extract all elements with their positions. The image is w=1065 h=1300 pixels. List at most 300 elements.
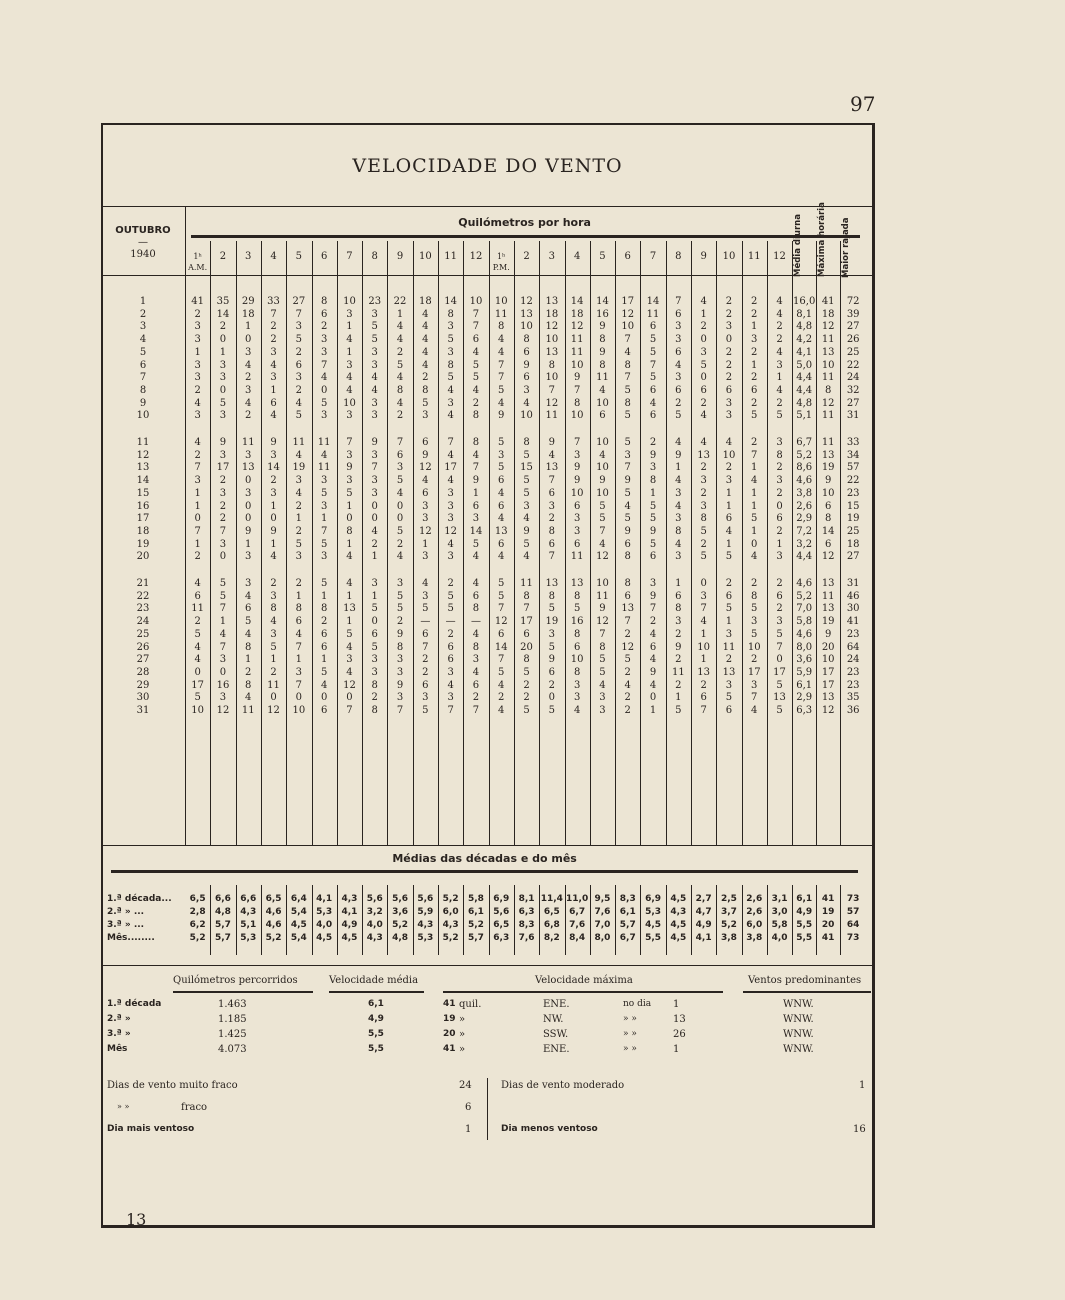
table-cell: 3 — [725, 321, 733, 333]
table-cell: 8,6 — [796, 462, 813, 474]
table-cell: 20 — [520, 641, 533, 653]
table-cell: 2,9 — [796, 513, 813, 525]
table-cell: 14 — [216, 308, 230, 320]
table-cell: 4 — [194, 654, 201, 666]
means-cell: 5,5 — [796, 933, 813, 943]
means-cell: 5,9 — [417, 907, 434, 917]
table-cell: 3 — [422, 590, 429, 602]
table-cell: 7 — [649, 603, 657, 615]
means-cell: 6,0 — [442, 907, 459, 917]
table-cell: 12 — [821, 321, 835, 333]
table-cell: 16 — [216, 679, 230, 691]
table-cell: 3 — [270, 590, 277, 602]
table-cell: 1 — [725, 500, 733, 512]
table-cell: 72 — [846, 296, 860, 307]
table-cell: 2 — [751, 654, 758, 666]
table-cell: 6 — [396, 449, 404, 461]
table-cell: 5 — [700, 551, 707, 563]
table-cell: 24 — [846, 372, 860, 384]
table-cell: 1 — [751, 359, 758, 371]
summary-km: 4.073 — [218, 1044, 247, 1055]
table-cell: 6 — [422, 487, 429, 499]
table-cell: — — [445, 616, 456, 628]
table-cell: 3 — [219, 372, 227, 384]
table-cell: 5 — [548, 603, 556, 615]
table-cell: 3 — [245, 487, 252, 499]
table-cell: 3 — [675, 487, 682, 499]
hour-header: 8 — [675, 251, 682, 262]
means-cell: 41 — [821, 894, 835, 904]
table-cell: 3 — [725, 397, 733, 409]
table-cell: 9 — [599, 346, 606, 358]
table-cell: 7 — [219, 525, 227, 537]
table-cell: 1 — [295, 654, 303, 666]
table-cell: 8 — [371, 679, 378, 691]
table-cell: 4 — [700, 616, 707, 628]
table-cell: 12 — [418, 525, 432, 537]
table-cell: 4 — [422, 334, 429, 346]
table-cell: 7,0 — [796, 603, 813, 615]
table-cell: 5 — [776, 410, 783, 422]
table-cell: 5 — [422, 705, 429, 716]
table-cell: 6 — [573, 500, 581, 512]
table-cell: 8 — [245, 679, 252, 691]
table-cell: 5 — [624, 654, 631, 666]
table-cell: 6 — [573, 641, 581, 653]
table-cell: 4,4 — [796, 372, 813, 384]
table-cell: 4,1 — [796, 346, 813, 358]
table-cell: 41 — [846, 616, 860, 628]
table-cell: 17 — [773, 666, 786, 678]
table-cell: 5 — [599, 654, 606, 666]
table-cell: 6 — [422, 679, 429, 691]
table-cell: 2 — [624, 666, 631, 678]
table-cell: 2 — [320, 616, 328, 628]
means-cell: 57 — [846, 907, 860, 917]
means-cell: 2,7 — [695, 894, 712, 904]
table-cell: 11 — [821, 410, 835, 422]
table-cell: 35 — [216, 296, 230, 307]
summary-dia: » » — [623, 1044, 637, 1054]
table-cell: 4 — [219, 628, 227, 640]
table-cell: 2 — [776, 487, 783, 499]
signature-mark: 13 — [126, 1210, 147, 1229]
table-cell: 9 — [599, 603, 606, 615]
table-cell: 7 — [472, 308, 480, 320]
table-cell: 2,6 — [796, 500, 813, 512]
table-cell: 2 — [700, 462, 707, 474]
table-cell: 5 — [295, 538, 303, 550]
table-cell: 3 — [219, 410, 227, 422]
table-cell: 7 — [624, 334, 631, 346]
table-cell: 5 — [371, 334, 378, 346]
table-cell: 41 — [821, 296, 835, 307]
table-cell: 2 — [700, 538, 707, 550]
table-cell: 4 — [498, 551, 505, 563]
table-cell: 9 — [498, 410, 505, 422]
table-cell: 3 — [270, 449, 277, 461]
table-cell: 17 — [216, 462, 230, 474]
means-cell: 6,1 — [796, 894, 813, 904]
table-cell: 7 — [371, 462, 378, 474]
foot-menos-value: 16 — [853, 1124, 866, 1135]
table-cell: 5 — [624, 487, 631, 499]
means-cell: 6,4 — [290, 894, 307, 904]
table-cell: 2 — [675, 679, 682, 691]
table-cell: 7 — [422, 641, 429, 653]
means-cell: 7,6 — [518, 933, 535, 943]
means-cell: 4,6 — [265, 920, 282, 930]
day-number: 20 — [136, 551, 150, 563]
means-title: Médias das décadas e do mês — [392, 852, 577, 865]
table-cell: 6 — [548, 487, 556, 499]
page-number: 97 — [850, 92, 876, 116]
table-cell: 4 — [573, 705, 581, 716]
table-cell: 2 — [447, 628, 454, 640]
table-cell: 3 — [245, 578, 252, 589]
table-cell: 4 — [270, 551, 277, 563]
table-cell: 8 — [472, 437, 480, 448]
table-cell: 3 — [422, 500, 429, 512]
table-cell: 5 — [649, 334, 657, 346]
means-cell: 6,1 — [619, 907, 636, 917]
table-cell: 17 — [444, 462, 458, 474]
table-cell: 13 — [821, 692, 835, 704]
table-cell: 9 — [346, 462, 353, 474]
table-cell: 2 — [548, 513, 556, 525]
means-cell: 8,4 — [569, 933, 586, 943]
table-cell: 1 — [700, 654, 707, 666]
means-cell: 4,5 — [670, 894, 687, 904]
table-cell: 8,1 — [796, 308, 813, 320]
table-cell: 5 — [396, 475, 404, 487]
means-cell: 4,7 — [695, 907, 712, 917]
table-cell: 3 — [295, 666, 303, 678]
table-cell: 2 — [371, 538, 378, 550]
means-cell: 41 — [821, 933, 835, 943]
table-cell: 23 — [846, 679, 860, 691]
table-cell: 8 — [599, 334, 606, 346]
table-cell: 2 — [776, 321, 783, 333]
day-number: 3 — [139, 321, 147, 333]
means-cell: 4,8 — [392, 933, 409, 943]
table-cell: 11 — [570, 346, 584, 358]
table-cell: 3 — [396, 462, 404, 474]
table-cell: 2 — [725, 308, 733, 320]
means-cell: 9,5 — [594, 894, 611, 904]
table-cell: 5 — [346, 487, 353, 499]
table-cell: 6,1 — [796, 679, 813, 691]
table-cell: 3 — [346, 308, 353, 320]
table-cell: 3 — [396, 666, 404, 678]
table-cell: 6 — [649, 551, 657, 563]
table-cell: 9 — [624, 525, 631, 537]
table-cell: 8 — [472, 603, 480, 615]
table-cell: 2 — [649, 437, 657, 448]
table-cell: 4,6 — [796, 628, 813, 640]
table-cell: 2 — [700, 397, 707, 409]
table-cell: 13 — [520, 308, 533, 320]
hour-header: 12 — [469, 251, 483, 262]
table-cell: 3 — [194, 372, 201, 384]
means-cell: 4,5 — [670, 920, 687, 930]
means-cell: 8,0 — [594, 933, 611, 943]
hour-header: 3 — [548, 251, 556, 262]
means-cell: 6,5 — [493, 920, 510, 930]
table-cell: 23 — [368, 296, 382, 307]
table-cell: 1 — [649, 705, 657, 716]
table-cell: 6 — [776, 590, 783, 602]
table-cell: 3 — [725, 410, 733, 422]
table-cell: 4 — [649, 397, 657, 409]
table-cell: 4 — [371, 525, 378, 537]
table-cell: 3 — [371, 654, 378, 666]
table-cell: 7 — [599, 525, 606, 537]
hour-header: 4 — [573, 251, 581, 262]
table-cell: 4,2 — [796, 334, 813, 346]
table-cell: 31 — [846, 578, 860, 589]
table-cell: 8,0 — [796, 641, 813, 653]
table-cell: 5 — [472, 538, 480, 550]
table-cell: 13 — [241, 462, 255, 474]
table-cell: 4 — [624, 500, 631, 512]
means-cell: 4,5 — [645, 920, 662, 930]
table-cell: 12 — [596, 551, 609, 563]
means-cell: 4,1 — [316, 894, 333, 904]
table-cell: 23 — [846, 666, 860, 678]
table-cell: 12 — [267, 705, 280, 716]
means-cell: 4,1 — [341, 907, 358, 917]
table-cell: 6 — [320, 308, 328, 320]
table-cell: 4,8 — [796, 397, 813, 409]
table-cell: 3 — [573, 692, 581, 704]
table-cell: 3 — [675, 513, 682, 525]
table-cell: 2 — [776, 578, 783, 589]
table-cell: 3 — [219, 359, 227, 371]
table-cell: 7 — [447, 437, 454, 448]
table-cell: 11 — [570, 551, 584, 563]
table-cell: 5 — [447, 603, 454, 615]
means-cell: 2,8 — [189, 907, 206, 917]
table-cell: 10 — [821, 654, 835, 666]
means-cell: 8,3 — [518, 920, 535, 930]
table-cell: 7 — [447, 705, 454, 716]
table-cell: 5 — [523, 666, 530, 678]
table-cell: 2 — [523, 679, 530, 691]
table-cell: 23 — [846, 487, 860, 499]
table-cell: 8 — [573, 628, 581, 640]
table-cell: 9 — [245, 525, 252, 537]
table-cell: 5 — [675, 705, 682, 716]
table-cell: 0 — [219, 551, 227, 563]
table-cell: 10 — [545, 334, 559, 346]
table-cell: 6 — [649, 384, 657, 396]
table-cell: 10 — [570, 654, 584, 666]
table-cell: 2 — [624, 692, 631, 704]
day-number: 26 — [136, 641, 150, 653]
table-cell: 10 — [343, 296, 356, 307]
table-cell: 27 — [846, 397, 860, 409]
table-cell: 3 — [320, 475, 328, 487]
table-cell: 8 — [573, 590, 581, 602]
table-cell: 0 — [371, 616, 378, 628]
table-cell: 2 — [295, 346, 303, 358]
table-cell: 6 — [624, 538, 631, 550]
table-cell: 18 — [545, 308, 559, 320]
table-cell: 6 — [320, 628, 328, 640]
header-top-rule — [103, 206, 872, 207]
table-cell: 41 — [191, 296, 205, 307]
table-cell: 2 — [624, 628, 631, 640]
table-cell: 3 — [371, 346, 378, 358]
summary-unit: » — [459, 1014, 466, 1025]
table-cell: 2 — [751, 437, 758, 448]
table-cell: 3 — [675, 321, 682, 333]
means-brace — [111, 870, 858, 873]
table-cell: 7 — [624, 372, 631, 384]
table-cell: 14 — [444, 296, 458, 307]
table-cell: 39 — [846, 308, 860, 320]
table-cell: 1 — [245, 654, 252, 666]
table-cell: 8 — [649, 475, 657, 487]
table-cell: 4 — [599, 679, 606, 691]
summary-dir: SSW. — [543, 1029, 569, 1040]
table-cell: 9 — [270, 437, 277, 448]
means-cell: 7,6 — [569, 920, 586, 930]
table-cell: 3 — [270, 628, 277, 640]
summary-day: 26 — [673, 1029, 686, 1040]
table-cell: 11 — [821, 334, 835, 346]
table-cell: 12 — [545, 397, 559, 409]
table-cell: 0 — [700, 578, 707, 589]
table-cell: 11 — [821, 437, 835, 448]
table-cell: 3 — [295, 372, 303, 384]
table-cell: 7 — [194, 525, 201, 537]
table-cell: 11 — [596, 590, 609, 602]
means-cell: 4,5 — [341, 933, 358, 943]
summary-dia: no dia — [623, 999, 652, 1009]
table-cell: 5 — [219, 590, 227, 602]
table-cell: 3 — [447, 500, 454, 512]
table-cell: 24 — [846, 654, 860, 666]
table-cell: 4 — [675, 475, 682, 487]
table-cell: 5 — [523, 538, 530, 550]
table-cell: 17 — [747, 666, 761, 678]
means-cell: 6,1 — [467, 907, 484, 917]
table-cell: 11 — [545, 410, 559, 422]
table-cell: 1 — [270, 500, 277, 512]
table-cell: 5 — [649, 372, 657, 384]
table-cell: 8 — [523, 334, 530, 346]
summary-dir: NW. — [543, 1014, 564, 1025]
table-cell: 6 — [825, 538, 832, 550]
table-cell: 5 — [422, 603, 429, 615]
day-number: 21 — [136, 578, 150, 589]
year-dash: — — [138, 237, 148, 248]
table-cell: 7 — [346, 437, 353, 448]
table-cell: 1 — [270, 538, 277, 550]
table-cell: 3 — [270, 372, 277, 384]
table-cell: 6 — [725, 705, 733, 716]
table-cell: 2 — [472, 397, 480, 409]
table-cell: 19 — [846, 513, 860, 525]
table-cell: 6 — [422, 437, 429, 448]
table-cell: 0 — [245, 334, 252, 346]
means-cell: 2,6 — [746, 894, 763, 904]
table-cell: 5 — [498, 666, 505, 678]
table-cell: 1 — [295, 513, 303, 525]
table-cell: 3 — [700, 590, 707, 602]
table-cell: 4 — [675, 437, 682, 448]
means-cell: 4,5 — [290, 920, 307, 930]
table-cell: 8 — [599, 359, 606, 371]
table-cell: 0 — [270, 692, 277, 704]
table-cell: 1 — [776, 372, 783, 384]
table-cell: 12 — [343, 679, 356, 691]
table-cell: 7 — [523, 603, 530, 615]
table-cell: 17 — [821, 679, 835, 691]
table-cell: 1 — [270, 384, 277, 396]
table-cell: 3 — [346, 654, 353, 666]
table-cell: 4 — [675, 500, 682, 512]
table-cell: 11 — [292, 437, 306, 448]
table-cell: 11 — [494, 308, 508, 320]
table-cell: 2 — [270, 334, 277, 346]
table-cell: 5 — [751, 628, 758, 640]
table-cell: 4 — [245, 590, 252, 602]
hour-header: 6 — [320, 251, 328, 262]
table-cell: 3 — [219, 538, 227, 550]
table-cell: 2 — [194, 551, 201, 563]
table-cell: 4,4 — [796, 384, 813, 396]
table-cell: 2 — [219, 513, 227, 525]
means-cell: 5,2 — [265, 933, 282, 943]
means-cell: 5,2 — [442, 933, 459, 943]
table-cell: 7 — [573, 437, 581, 448]
table-cell: 5 — [624, 384, 631, 396]
table-cell: 4 — [675, 538, 682, 550]
table-cell: 3 — [295, 321, 303, 333]
table-cell: 4 — [422, 475, 429, 487]
table-cell: 0 — [725, 334, 733, 346]
table-cell: 3 — [751, 334, 758, 346]
means-cell: 4,3 — [670, 907, 687, 917]
means-cell: 5,6 — [493, 907, 510, 917]
table-cell: 6 — [776, 513, 783, 525]
month-label: OUTUBRO — [115, 225, 171, 236]
table-cell: 3 — [371, 397, 378, 409]
day-number: 19 — [136, 538, 150, 550]
table-cell: 6 — [320, 641, 328, 653]
hour-header: 10 — [722, 251, 736, 262]
summary-day: 1 — [673, 999, 680, 1010]
table-cell: 3 — [447, 692, 454, 704]
table-cell: 57 — [846, 462, 860, 474]
means-cell: 6,6 — [214, 894, 231, 904]
means-cell: 3,0 — [771, 907, 788, 917]
table-cell: 7 — [194, 462, 201, 474]
table-cell: 5 — [219, 397, 227, 409]
table-cell: 8 — [776, 449, 783, 461]
table-cell: 3 — [371, 308, 378, 320]
table-cell: 0 — [700, 334, 707, 346]
means-cell: 4,9 — [796, 907, 813, 917]
table-cell: 6 — [472, 590, 480, 602]
table-cell: 4 — [270, 616, 277, 628]
table-cell: 16 — [570, 616, 584, 628]
table-cell: 0 — [548, 692, 556, 704]
table-cell: 1 — [700, 308, 707, 320]
